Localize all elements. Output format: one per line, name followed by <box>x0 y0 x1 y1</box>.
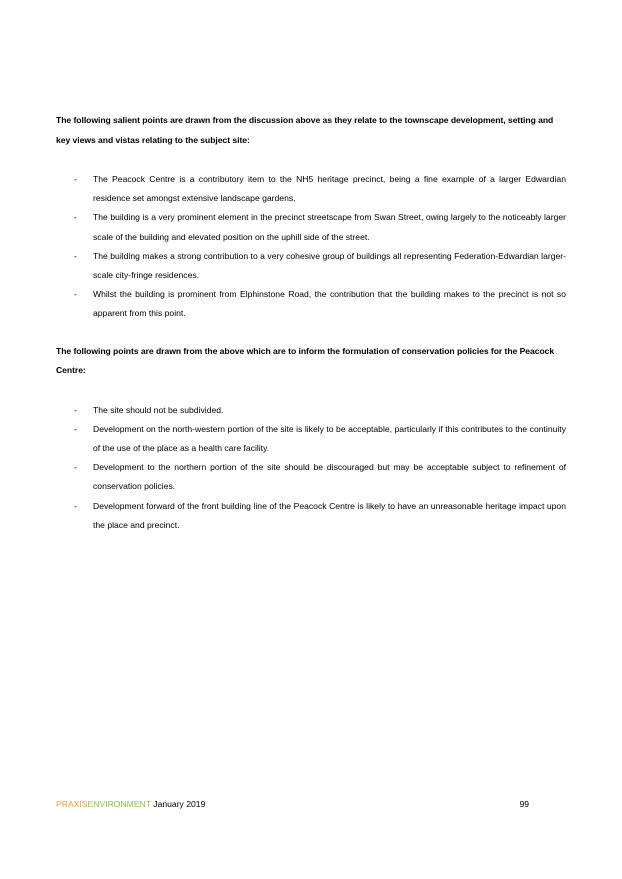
bullet-dash: - <box>74 174 77 184</box>
page-number: 99 <box>519 799 529 809</box>
list-item <box>56 208 566 246</box>
page-footer <box>56 798 529 810</box>
conservation-points-list <box>56 401 566 535</box>
list-item <box>56 170 566 208</box>
list-item <box>56 247 566 285</box>
townscape-points-list <box>56 170 566 324</box>
list-item-text: Development to the northern portion of the site should be discouraged but may be acceptable subject to refinement of conservation policies. <box>93 462 566 492</box>
list-item <box>56 285 566 323</box>
list-item <box>56 497 566 535</box>
footer-date: January 2019 <box>153 799 206 809</box>
list-item-text: Development forward of the front building line of the Peacock Centre is likely to have an unreasonable heritage impact upon the place and precinct. <box>93 500 566 530</box>
bullet-dash: - <box>74 423 77 434</box>
footer-brand-praxis: PRAXIS <box>56 799 88 809</box>
list-item-text: The building is a very prominent element in the precinct streetscape from Swan Street, owing largely to the noticeably larger scale of the building and elevated position on the uphill side of the street. <box>93 212 566 242</box>
list-item-text: Development on the north-western portion of the site is likely to be acceptable, particularly if this contributes to the continuity of the use of the place as a health care facility. <box>93 423 566 454</box>
list-item <box>56 420 566 458</box>
list-item-text: The building makes a strong contribution to a very cohesive group of buildings all representing Federation-Edwardian larger-scale city-fringe residences. <box>93 250 566 281</box>
bullet-dash: - <box>74 250 77 261</box>
list-item <box>56 401 566 420</box>
list-item <box>56 458 566 496</box>
footer-brand-environment: ENVIRONMENT <box>87 799 151 809</box>
list-item-text: The Peacock Centre is a contributory item to the NH5 heritage precinct, being a fine example of a larger Edwardian residence set amongst extensive landscape gardens. <box>93 174 566 204</box>
page-content <box>56 111 566 535</box>
bullet-dash: - <box>74 289 77 300</box>
bullet-dash: - <box>74 500 77 511</box>
section-heading-conservation: The following points are drawn from the above which are to inform the formulation of conservation policies for the Peacock Centre: <box>56 345 555 376</box>
bullet-dash: - <box>74 462 77 473</box>
list-item-text: Whilst the building is prominent from Elphinstone Road, the contribution that the building makes to the precinct is not so apparent from this point. <box>93 289 566 319</box>
section-heading-townscape: The following salient points are drawn from the discussion above as they relate to the townscape development, setting and key views and vistas relating to the subject site: <box>56 115 554 145</box>
bullet-dash: - <box>74 212 77 223</box>
list-item-text: The site should not be subdivided. <box>93 404 224 415</box>
bullet-dash: - <box>74 404 77 415</box>
